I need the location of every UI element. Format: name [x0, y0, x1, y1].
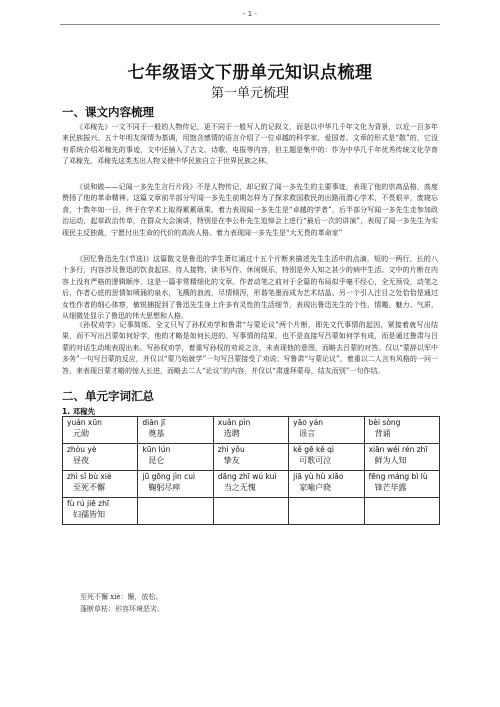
pinyin: fēng máng bì lù [368, 472, 428, 481]
paragraph-lu-xun: 《回忆鲁迅先生(节选)》这篇散文是鲁迅的学生萧红通过十五个片断来描述先生生活中的点滴，短的一两行，长的八十多行，内容涉及鲁迅的饮食起居、待人接物、读书写作、休闲娱乐，特别是外人知之甚少的病中生活。文中的片断在内容上没有严格的逻辑顺序，这是一篇非常精细化的文章。作者动笔之前对于全篇的布局似乎毫不经心，全无预设，动笔之后，作者心底的思情如喷涌的泉水，飞溅的浪流，尽情倾泻，形谐笔墨而成为艺术结晶。另一个引人注目之处恰恰是通过女性作者的细心体察，敏锐捕捉到了鲁迅先生身上许多有灵性的生活细节，表现出鲁迅先生的个性、情趣、魅力、气质，从细微处显示了鲁迅的伟大思想和人格。 [62, 255, 438, 321]
hanzi: 背诵 [374, 429, 391, 438]
section-heading-vocabulary: 二、单元字词汇总 [62, 389, 154, 403]
hanzi: 昼夜 [73, 456, 89, 465]
pinyin: kě gē kě qì [293, 445, 334, 454]
hanzi: 奠基 [148, 429, 165, 438]
vocab-cell [289, 444, 364, 471]
empty-cell [213, 498, 288, 525]
empty-cell [364, 498, 439, 525]
hanzi: 选聘 [223, 429, 240, 438]
vocab-cell [213, 417, 288, 444]
pinyin: xiān wéi rén zhī [368, 445, 428, 454]
pinyin: dāng zhī wú kuì [217, 472, 277, 481]
pinyin: zhòu yè [67, 445, 97, 454]
vocab-cell [364, 471, 439, 498]
hanzi: 元勋 [73, 429, 89, 438]
empty-cell [289, 498, 364, 525]
empty-cell [138, 498, 213, 525]
pinyin: diàn jī [142, 418, 166, 427]
pinyin: yāo yán [293, 418, 323, 427]
hanzi: 鲜为人知 [374, 456, 407, 465]
hanzi: 可歌可泣 [299, 456, 332, 465]
document-title: 七年级语文下册单元知识点梳理 [127, 63, 373, 83]
vocab-cell [289, 471, 364, 498]
pinyin: yuán xūn [67, 418, 102, 427]
vocab-cell [63, 417, 138, 444]
document-subtitle: 第一单元梳理 [210, 86, 289, 101]
pinyin: fù rú jiē zhī [67, 499, 109, 508]
paragraph-wen-yiduo: 《说和做——记闻一多先生言行片段》不是人物传记，却记叙了闻一多先生的主要事迹，表现了他的崇高品格，高度赞扬了他的革命精神。这篇文章前半部分写闻一多先生前期怎样为了探求救国救民的出路而潜心学术，不畏艰辛，废寝忘食，十数年如一日，终于在学术上取得累累硕果。着力表现闻一多先生是“卓越的学者”，后半部分写闻一多先生走参加政治运动，起草政治传单，在群众大会演讲，特别是在李公朴先生追悼会上进行“最后一次的讲演”，表现了闻一多先生为实现民主反独裁，宁愿付出生命的代价的高尚人格。着力表现闻一多先生是“大无畏的革命家” [62, 183, 438, 237]
vocab-cell [364, 417, 439, 444]
table-row [63, 471, 440, 498]
vocab-cell [138, 417, 213, 444]
pinyin: zhì sǐ bù xiè [67, 472, 112, 481]
paragraph-deng-jiaxian: 《邓稼先》一文不同于一般的人物传记，更不同于一般写人的记叙文，而是以中华几千年文化为背景，以近一百多年来民族振兴、五十年明友深情为基调，用饱含感情的语言介绍了一位卓越的科学家、爱国者。文章的形式是“散”的，它没有系统介绍邓稼先的事迹，文中还插入了古文、诗歌、电报等内容，但主题是集中的：作为中华几千年优秀传统文化孕育了邓稼先，邓稼先这类杰出人物又使中华民族自立于世界民族之林。 [62, 123, 438, 166]
table-row [63, 417, 440, 444]
vocab-cell [63, 498, 138, 525]
vocab-cell [213, 444, 288, 471]
hanzi: 挚友 [223, 456, 240, 465]
vocab-note: 蓬断草枯：形容环境恶劣。 [80, 605, 164, 613]
hanzi: 谣言 [299, 429, 316, 438]
section-heading-content: 一、课文内容梳理 [62, 105, 154, 119]
table-row [63, 444, 440, 471]
vocab-cell [138, 471, 213, 498]
vocab-cell [289, 417, 364, 444]
pinyin: bèi sòng [368, 418, 401, 427]
hanzi: 家喻户晓 [299, 483, 332, 492]
vocab-note: 至死不懈 xiè：懈，放松。 [80, 593, 163, 601]
vocabulary-table [62, 416, 440, 525]
pinyin: jiā yù hù xiǎo [293, 472, 344, 481]
hanzi: 昆仑 [148, 456, 165, 465]
pinyin: jū gōng jìn cuì [142, 472, 196, 481]
vocab-subheading: 1. 邓稼先 [62, 407, 96, 416]
hanzi: 妇孺皆知 [73, 510, 105, 519]
hanzi: 锋芒毕露 [374, 483, 407, 492]
pinyin: kūn lún [142, 445, 171, 454]
header-rule [60, 24, 440, 25]
vocab-cell [63, 471, 138, 498]
vocab-cell [138, 444, 213, 471]
pinyin: xuǎn pìn [217, 418, 251, 427]
paragraph-sun-quan: 《孙权劝学》记事简练、全文只写了孙权劝学和鲁肃“与蒙论议”两个片断，即先文代事情的起因，紧接着就写出结果，而不写出吕蒙如何好学，他的才略是如何长进的。写事情的结果，也不是直接写吕蒙如何学有成，而是通过鲁肃与吕蒙的对话生动地表现出来。写孙权劝学，着重写孙权的劝说之言，未表现他的意图，而略去吕蒙的对答。仅以“蒙辞以军中多务”一句写吕蒙的反应，并仅以“蒙乃始就学”一句写吕蒙接受了劝说；写鲁肃“与蒙论议”，着重以二人言有风格的一问一答，来表现吕蒙才略的惊人长进，而略去二人“论议”的内容，并仅以“肃遂拜蒙母，结友而别”一句作结。 [62, 321, 438, 375]
vocab-cell [364, 444, 439, 471]
page-number: - 1 - [243, 10, 257, 18]
vocab-cell [213, 471, 288, 498]
hanzi: 鞠躬尽瘁 [148, 483, 181, 492]
pinyin: zhì yǒu [217, 445, 245, 454]
table-row [63, 498, 440, 525]
hanzi: 当之无愧 [223, 483, 256, 492]
vocab-cell [63, 444, 138, 471]
hanzi: 至死不懈 [73, 483, 105, 492]
